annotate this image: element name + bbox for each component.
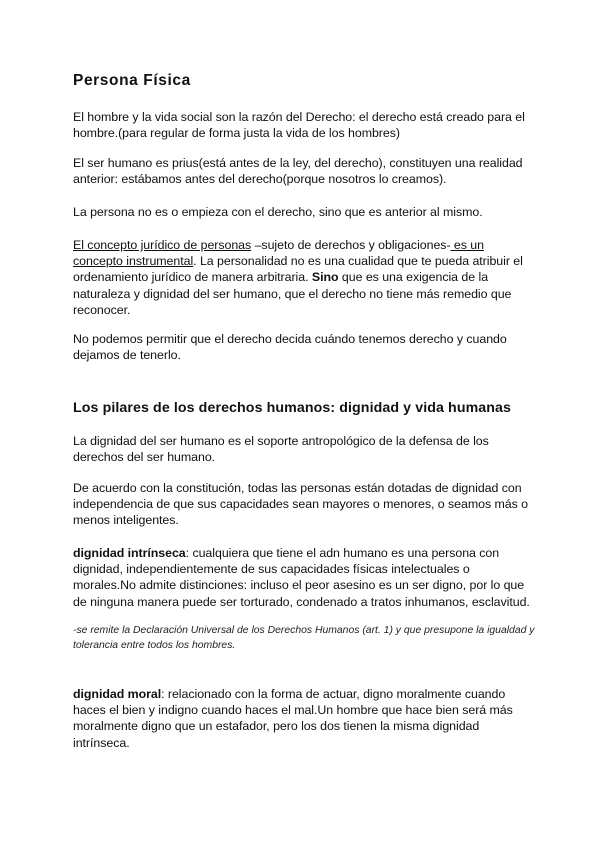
paragraph-2: El ser humano es prius(está antes de la ley, del derecho), constituyen una realidad anterior: estábamos antes del derecho(porque nosotros lo creamos). — [73, 156, 523, 187]
paragraph-4-text-2: . La personalidad no es una cualidad que te pueda atribuir el ordenamiento jurídico de manera arbitraria. — [73, 254, 523, 285]
page-title: Persona Física — [73, 72, 191, 89]
paragraph-4 — [73, 237, 535, 318]
paragraph-3: La persona no es o empieza con el derecho, sino que es anterior al mismo. — [73, 205, 483, 219]
paragraph-9 — [73, 686, 535, 751]
section-heading: Los pilares de los derechos humanos: dignidad y vida humanas — [73, 400, 512, 416]
term-dignidad-moral: dignidad moral — [73, 687, 162, 701]
paragraph-4-text-3: que es una exigencia de la naturaleza y dignidad del ser humano, que el derecho no tiene más remedio que reconocer. — [73, 270, 512, 317]
term-dignidad-intrinseca: dignidad intrínseca — [73, 546, 186, 560]
paragraph-8-text: : cualquiera que tiene el adn humano es una persona con dignidad, independientemente de sus capacidades físicas intelectuales o morales.No admite distinciones: incluso el peor asesino es un ser digno, por lo que de ninguna manera puede ser torturado, condenado a tratos inhumanos, esclavitud. — [73, 546, 530, 609]
underlined-term-concepto: El concepto jurídico de personas — [73, 238, 252, 252]
paragraph-6: La dignidad del ser humano es el soporte antropológico de la defensa de los derechos del ser humano. — [73, 434, 489, 465]
bold-term-sino: Sino — [311, 270, 339, 285]
italic-note: -se remite la Declaración Universal de los Derechos Humanos (art. 1) y que presupone la igualdad y tolerancia entre todos los hombres. — [73, 625, 535, 651]
paragraph-4-text-1: –sujeto de derechos y obligaciones- — [251, 238, 451, 252]
paragraph-9-text: : relacionado con la forma de actuar, digno moralmente cuando haces el bien y indigno cuando haces el mal.Un hombre que hace bien será más moralmente digno que un estafador, pero los dos tienen la misma dignidad intrínseca. — [73, 687, 513, 750]
underlined-term-instrumental: es un concepto instrumental — [73, 238, 484, 269]
paragraph-5: No podemos permitir que el derecho decida cuándo tenemos derecho y cuando dejamos de tenerlo. — [73, 332, 507, 363]
paragraph-1: El hombre y la vida social son la razón del Derecho: el derecho está creado para el hombre.(para regular de forma justa la vida de los hombres) — [73, 110, 525, 141]
paragraph-8 — [73, 545, 535, 610]
paragraph-7: De acuerdo con la constitución, todas las personas están dotadas de dignidad con independencia de que sus capacidades sean mayores o menores, o seamos más o menos inteligentes. — [73, 481, 528, 528]
